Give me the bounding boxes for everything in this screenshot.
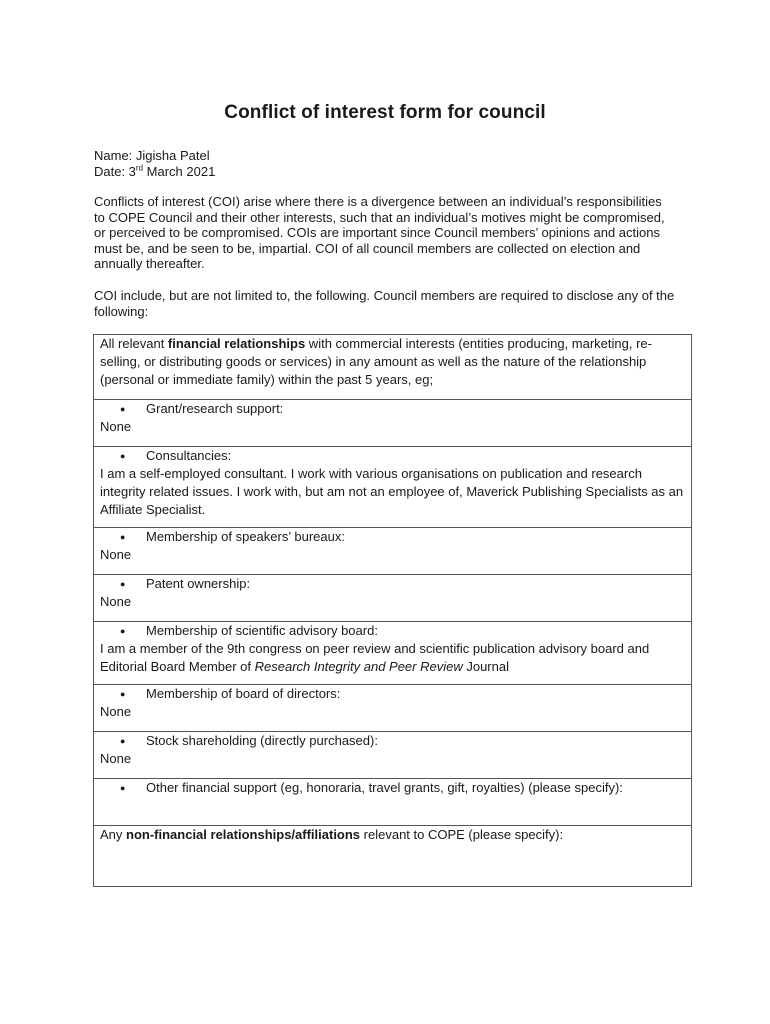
date-prefix: Date: 3 bbox=[94, 164, 136, 179]
header-post: with commercial interests (entities producing, marketing, re-selling, or distributing goods or services) in any amount as well as the nature of the relationship (personal or immediate family) within the past 5 years, eg; bbox=[100, 336, 652, 387]
table-cell bbox=[94, 622, 692, 685]
bullet-item bbox=[100, 400, 685, 418]
stock-answer: None bbox=[100, 751, 132, 766]
patent-answer: None bbox=[100, 594, 132, 609]
journal-name: Research Integrity and Peer Review bbox=[254, 659, 463, 674]
table-cell bbox=[94, 528, 692, 575]
bullet-item bbox=[100, 685, 685, 703]
patent-label: Patent ownership: bbox=[146, 576, 251, 591]
sab-label: Membership of scientific advisory board: bbox=[146, 623, 378, 638]
header-bold: financial relationships bbox=[167, 336, 306, 351]
board-label: Membership of board of directors: bbox=[146, 686, 341, 701]
nonfin-bold: non-financial relationships/affiliations bbox=[126, 827, 361, 842]
table-cell bbox=[94, 779, 692, 826]
bullet-icon: ● bbox=[120, 783, 126, 793]
table-row-scientific-advisory-board bbox=[94, 622, 692, 685]
date-suffix: March 2021 bbox=[143, 164, 216, 179]
bullet-icon: ● bbox=[120, 451, 126, 461]
table-cell bbox=[94, 447, 692, 528]
bullet-icon: ● bbox=[120, 626, 126, 636]
table-row-stock bbox=[94, 732, 692, 779]
bullet-item bbox=[100, 528, 685, 546]
speakers-answer: None bbox=[100, 547, 132, 562]
bullet-icon: ● bbox=[120, 404, 126, 414]
table-cell bbox=[94, 400, 692, 447]
table-row-speakers bbox=[94, 528, 692, 575]
nonfin-pre: Any bbox=[100, 827, 127, 842]
bullet-item bbox=[100, 779, 685, 797]
consult-answer: I am a self-employed consultant. I work with various organisations on publication and research integrity related issues. I work with, but am not an employee of, Maverick Publishing Specialists as an Affiliate Specialist. bbox=[100, 466, 684, 517]
bullet-item bbox=[100, 622, 685, 640]
bullet-icon: ● bbox=[120, 579, 126, 589]
table-row-board-of-directors bbox=[94, 685, 692, 732]
bullet-icon: ● bbox=[120, 532, 126, 542]
table-row-financial-header bbox=[94, 335, 692, 400]
date-line bbox=[94, 164, 215, 180]
bullet-icon: ● bbox=[120, 689, 126, 699]
nonfin-post: relevant to COPE (please specify): bbox=[360, 827, 564, 842]
table-cell bbox=[94, 685, 692, 732]
intro-paragraph: Conflicts of interest (COI) arise where there is a divergence between an individual’s responsibilities to COPE Council and their other interests, such that an individual’s motives might be compromised, or perceived to be compromised. COIs are important since Council members’ opinions and actions must be, and be seen to be, impartial. COI of all council members are collected on election and annually thereafter. bbox=[94, 194, 665, 272]
grant-answer: None bbox=[100, 419, 132, 434]
page-title: Conflict of interest form for council bbox=[224, 102, 546, 123]
table-row-grant bbox=[94, 400, 692, 447]
bullet-item bbox=[100, 447, 685, 465]
sab-answer-post: Journal bbox=[462, 659, 509, 674]
table-cell bbox=[94, 335, 692, 400]
board-answer: None bbox=[100, 704, 132, 719]
table-row-consultancies bbox=[94, 447, 692, 528]
consult-label: Consultancies: bbox=[146, 448, 232, 463]
other-label: Other financial support (eg, honoraria, travel grants, gift, royalties) (please specify): bbox=[146, 780, 623, 795]
sab-answer bbox=[100, 640, 685, 676]
meta-block bbox=[94, 148, 215, 180]
table-row-non-financial bbox=[94, 826, 692, 887]
stock-label: Stock shareholding (directly purchased): bbox=[146, 733, 378, 748]
header-pre: All relevant bbox=[100, 336, 168, 351]
table-row-patent bbox=[94, 575, 692, 622]
speakers-label: Membership of speakers’ bureaux: bbox=[146, 529, 345, 544]
date-ordinal: rd bbox=[135, 163, 144, 173]
bullet-icon: ● bbox=[120, 736, 126, 746]
table-cell bbox=[94, 575, 692, 622]
name-line: Name: Jigisha Patel bbox=[94, 148, 210, 163]
lead-paragraph: COI include, but are not limited to, the following. Council members are required to disclose any of the following: bbox=[94, 288, 675, 319]
sab-answer-pre: I am a member of the 9th congress on peer review and scientific publication advisory board and Editorial Board Member of bbox=[100, 641, 650, 674]
table-cell bbox=[94, 732, 692, 779]
bullet-item bbox=[100, 732, 685, 750]
bullet-item bbox=[100, 575, 685, 593]
coi-table bbox=[93, 334, 692, 887]
table-row-other-financial bbox=[94, 779, 692, 826]
table-cell bbox=[94, 826, 692, 887]
grant-label: Grant/research support: bbox=[146, 401, 284, 416]
